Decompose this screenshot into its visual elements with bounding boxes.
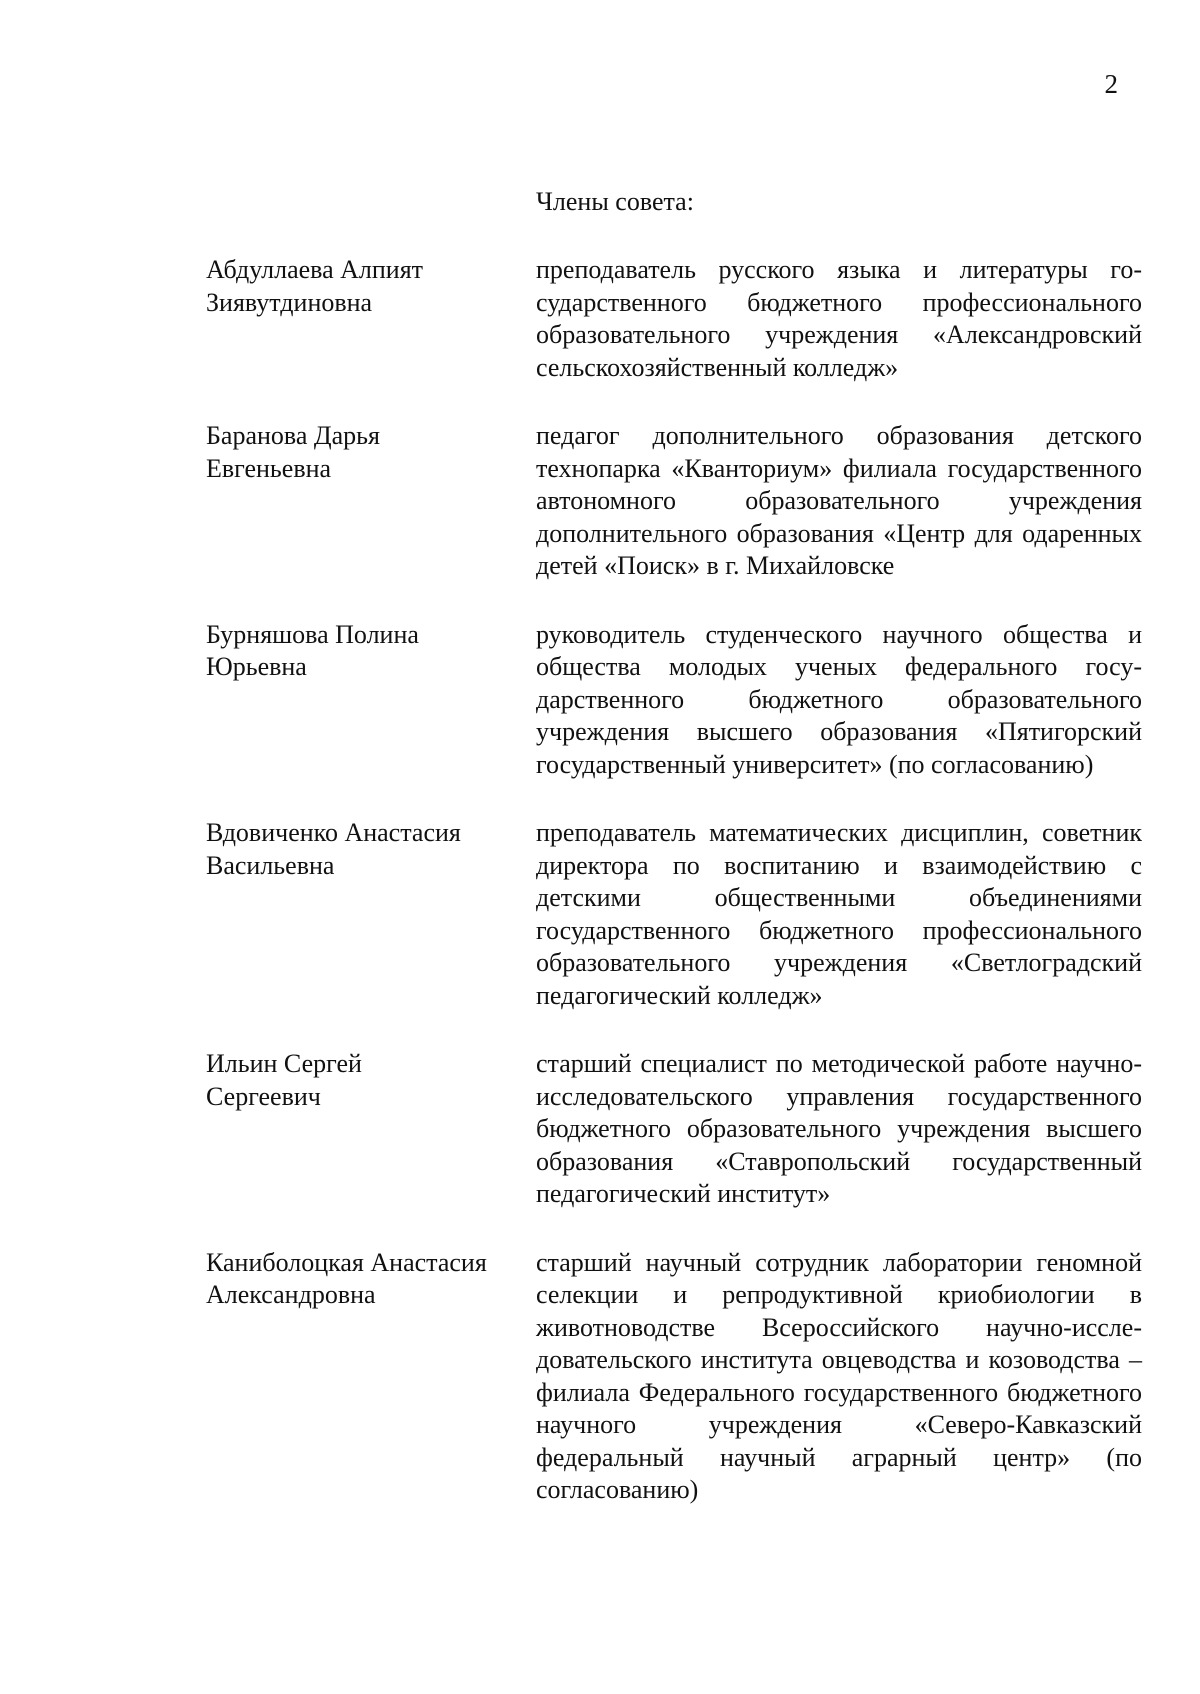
member-position: руководитель студенческого научного общества и общества молодых ученых федерального государственного бюджетного образовательного учреждения высшего образования «Пятигорский государственный университет» (по согласованию) bbox=[536, 619, 1142, 779]
member-entry bbox=[206, 619, 1142, 782]
member-name bbox=[206, 817, 536, 1012]
member-entry bbox=[206, 420, 1142, 583]
member-surname-first: Вдовиченко Анастасия bbox=[206, 818, 461, 847]
member-patronymic: Александровна bbox=[206, 1280, 376, 1309]
member-surname-first: Ильин Сергей bbox=[206, 1049, 362, 1078]
member-entry bbox=[206, 1247, 1142, 1507]
members-list bbox=[206, 254, 1142, 1543]
member-position: преподаватель русского языка и литературы государственного бюджетного профессионального образовательного учреждения «Александровский сельскохозяйственный колледж» bbox=[536, 255, 1142, 382]
member-patronymic: Евгеньевна bbox=[206, 453, 332, 483]
member-patronymic: Сергеевич bbox=[206, 1081, 321, 1111]
page-number: 2 bbox=[1104, 69, 1118, 99]
member-patronymic: Васильевна bbox=[206, 850, 335, 880]
member-name bbox=[206, 254, 536, 384]
member-position: старший научный сотрудник лаборатории геномной селекции и репродуктивной криобиологии в животноводстве Всероссийского научно-исследовательского института овцеводства и козоводства – филиала Федерального государственного бюджетного научного учреждения «Северо-Кавказский федеральный научный аграрный центр» (по согласованию) bbox=[536, 1247, 1142, 1504]
member-name bbox=[206, 1048, 536, 1211]
member-entry bbox=[206, 817, 1142, 1012]
section-heading: Члены совета: bbox=[536, 187, 694, 216]
member-patronymic: Зиявутдиновна bbox=[206, 287, 373, 317]
member-name bbox=[206, 1247, 536, 1507]
member-position: преподаватель математических дисциплин, советник директора по воспитанию и взаимодействию с детскими общественными объединениями государственного бюджетного профессионального образовательного учреждения «Светлоградский педагогический колледж» bbox=[536, 818, 1142, 1010]
member-patronymic: Юрьевна bbox=[206, 652, 307, 681]
member-surname-first: Баранова Дарья bbox=[206, 421, 380, 450]
member-surname-first: Бурняшова Полина bbox=[206, 619, 419, 649]
member-surname-first: Каниболоцкая Анастасия bbox=[206, 1247, 487, 1277]
member-surname-first: Абдуллаева Алпият bbox=[206, 255, 424, 284]
member-name bbox=[206, 619, 536, 782]
member-entry bbox=[206, 1048, 1142, 1211]
member-position: старший специалист по методической работе научно-исследовательского управления государственного бюджетного образовательного учреждения высшего образования «Ставропольский государственный педагогический институт» bbox=[536, 1049, 1142, 1208]
member-name bbox=[206, 420, 536, 583]
member-entry bbox=[206, 254, 1142, 384]
member-position: педагог дополнительного образования детского технопарка «Кванториум» филиала государственного автономного образовательного учреждения дополнительного образования «Центр для одаренных детей «Поиск» в г. Михайловске bbox=[536, 421, 1142, 580]
